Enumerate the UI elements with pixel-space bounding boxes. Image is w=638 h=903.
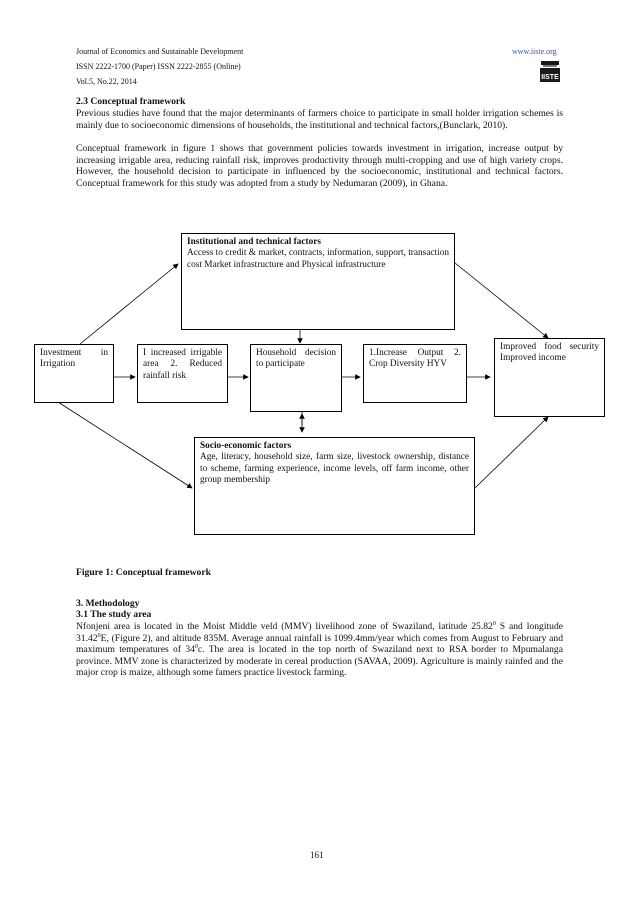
box-institutional-text: Access to credit & market, contracts, information, support, transaction cost Market infrastructure and Physical infrastructure bbox=[187, 248, 449, 270]
volume-line: Vol.5, No.22, 2014 bbox=[76, 77, 137, 86]
box-socio-text: Age, literacy, household size, farm size, livestock ownership, distance to scheme, farming experience, income levels, off farm income, other group membership bbox=[200, 452, 469, 486]
section-heading-methodology: 3. Methodology bbox=[76, 598, 140, 609]
study-area-text-2: S and longitude 31.42 bbox=[76, 621, 564, 644]
journal-url-link[interactable]: www.iiste.org bbox=[512, 47, 557, 56]
degree-superscript-2: 0 bbox=[97, 632, 101, 639]
box-improved-text: Improved food security Improved income bbox=[500, 342, 599, 364]
study-area-text-3: E, (Figure 2), and altitude 835M. Average annual rainfall is 1099.4mm/year which comes from August to February and maximum temperatures of 34 bbox=[76, 632, 563, 656]
arrow-socio-to-improved bbox=[475, 417, 548, 488]
degree-superscript-3: 0 bbox=[194, 644, 198, 650]
paragraph-conceptual-framework: Conceptual framework in figure 1 shows that government policies towards investment in irrigation, increase output by increasing irrigable area, reducing rainfall risk, improves productivity through multi-cropping and use of high variety crops. However, the household decision to participate in influenced by the socioeconomic, institutional and technical factors. Conceptual framework for this study was adopted from a study by Nedumaran (2009), in Ghana. bbox=[76, 143, 563, 189]
box-investment-in-irrigation bbox=[34, 344, 114, 403]
box-irrigable-area bbox=[137, 344, 228, 403]
degree-superscript-1: 0 bbox=[492, 620, 496, 627]
paragraph-study-area bbox=[76, 621, 563, 679]
box-socio-title: Socio-economic factors bbox=[200, 441, 292, 451]
box-output-text: 1.Increase Output 2. Crop Diversity HYV bbox=[369, 348, 461, 370]
iiste-logo bbox=[538, 60, 562, 84]
issn-line: ISSN 2222-1700 (Paper) ISSN 2222-2855 (Online) bbox=[76, 62, 241, 71]
box-household-decision bbox=[250, 344, 342, 412]
arrow-investment-to-socio bbox=[58, 402, 192, 488]
box-institutional-title: Institutional and technical factors bbox=[187, 237, 322, 247]
box-irrigable-text: I increased irrigable area 2. Reduced rainfall risk bbox=[143, 348, 222, 381]
arrow-investment-to-institutional bbox=[80, 264, 178, 344]
box-output-diversity bbox=[363, 344, 467, 403]
box-household-text: Household decision to participate bbox=[256, 348, 336, 370]
section-heading-conceptual-framework: 2.3 Conceptual framework bbox=[76, 96, 186, 107]
journal-name: Journal of Economics and Sustainable Development bbox=[76, 47, 244, 56]
figure-caption: Figure 1: Conceptual framework bbox=[76, 567, 211, 578]
box-institutional-technical-factors bbox=[181, 233, 455, 330]
study-area-text-1: Nfonjeni area is located in the Moist Middle veld (MMV) livelihood zone of Swaziland, latitude 25.82 bbox=[76, 621, 493, 632]
box-improved-security-income bbox=[494, 338, 605, 417]
paragraph-previous-studies: Previous studies have found that the major determinants of farmers choice to participate in small holder irrigation schemes is mainly due to socioeconomic dimensions of households, the institutional and technical factors,(Bunclark, 2010). bbox=[76, 108, 563, 131]
page-number: 161 bbox=[310, 850, 324, 860]
svg-text:IISTE: IISTE bbox=[541, 74, 559, 81]
arrow-institutional-to-improved bbox=[455, 263, 548, 338]
subsection-heading-study-area: 3.1 The study area bbox=[76, 609, 152, 620]
study-area-text-4: c. The area is located in the top north of Swaziland next to RSA border to Mpumalanga province. MMV zone is characterized by moderate in cereal production (SAVAA, 2009). Agriculture is mainly rainfed and the major crop is maize, although some famers practice livestock farming. bbox=[76, 644, 563, 679]
box-investment-text: Investment in Irrigation bbox=[40, 348, 108, 370]
box-socio-economic-factors bbox=[194, 437, 475, 535]
